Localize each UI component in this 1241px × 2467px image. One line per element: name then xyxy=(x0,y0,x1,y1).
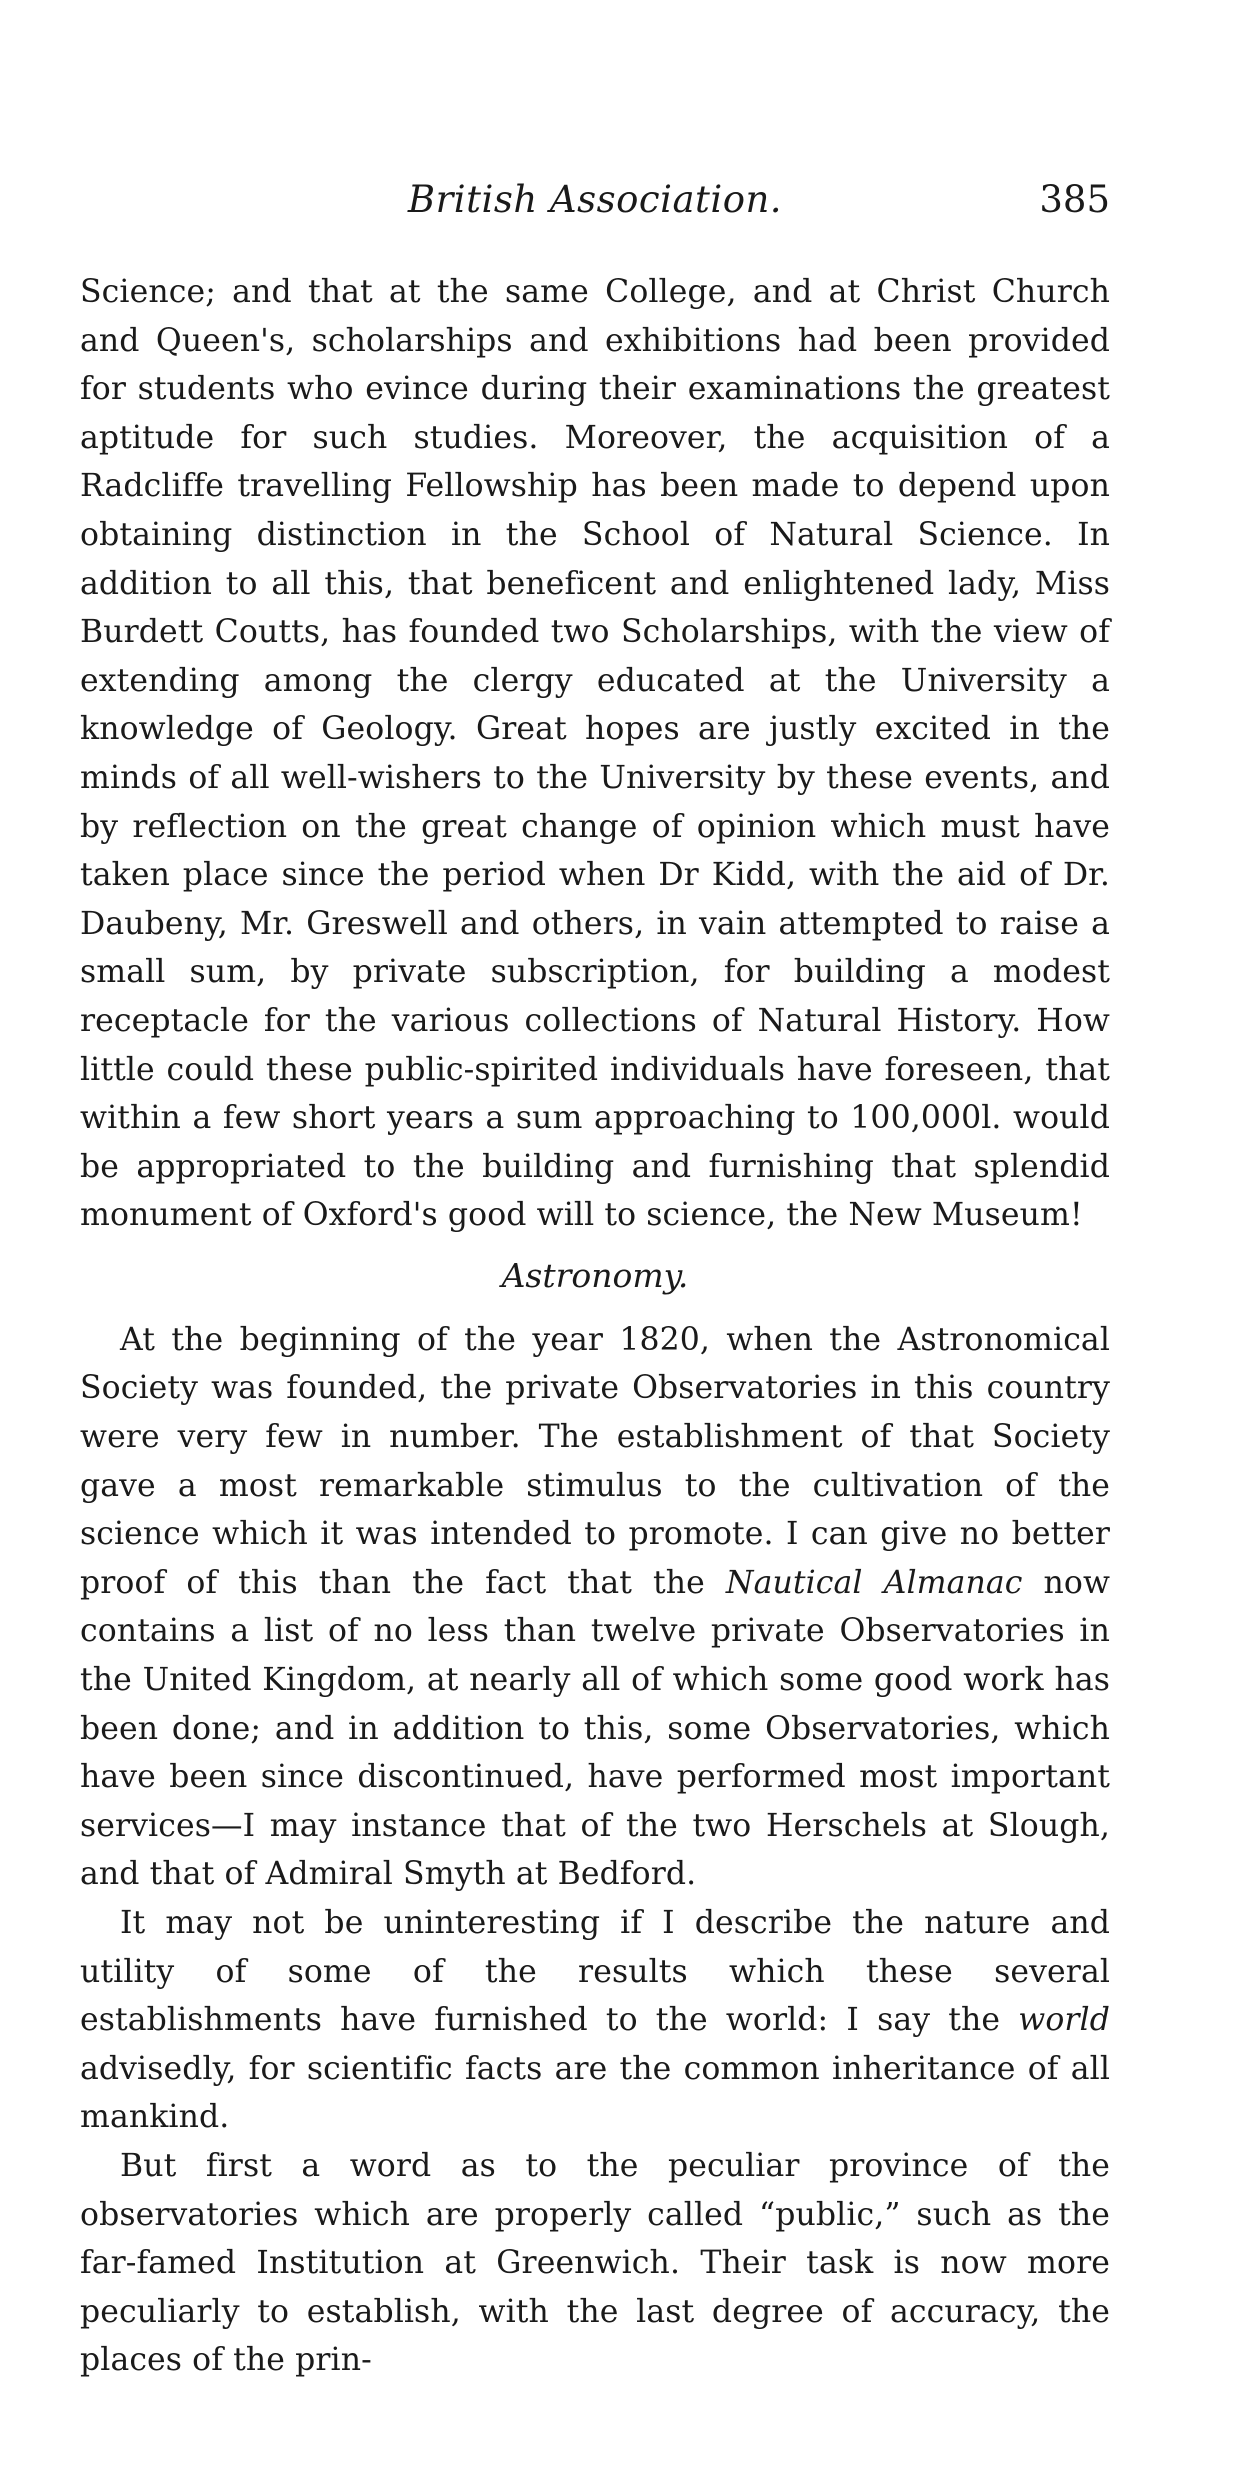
paragraph-results-text-2: advisedly, for scientific facts are the common inheritance of all mankind. xyxy=(80,2050,1110,2136)
paragraph-observatories-text-1: At the beginning of the year 1820, when the Astronomical Society was founded, the private Observatories in this country were very few in number. The establishment of that Society gave a most remarkable stimulus to the cultivation of the science which it was intended to promote. I can give no better proof of this than the fact that the xyxy=(80,1321,1110,1601)
page-number: 385 xyxy=(1039,178,1110,221)
paragraph-observatories-text-2: now contains a list of no less than twelve private Observatories in the United Kingdom, at nearly all of which some good work has been done; and in addition to this, some Observatories, which have been since discontinued, have performed most important services—I may instance that of the two Herschels at Slough, and that of Admiral Smyth at Bedford. xyxy=(80,1564,1111,1893)
paragraph-results xyxy=(80,1899,1110,2142)
paragraph-public-observatories-text: But first a word as to the peculiar province of the observatories which are properly called “public,” such as the far-famed Institution at Greenwich. Their task is now more peculiarly to establish, with the last degree of accuracy, the places of the prin- xyxy=(80,2147,1110,2379)
running-title: British Association. xyxy=(407,178,783,221)
section-heading-astronomy: Astronomy. xyxy=(501,1255,689,1295)
world-emphasis: world xyxy=(1018,2002,1110,2039)
nautical-almanac-title: Nautical Almanac xyxy=(725,1564,1023,1601)
book-page xyxy=(80,178,1110,2385)
body-text xyxy=(80,268,1110,2385)
paragraph-public-observatories xyxy=(80,2142,1110,2385)
page-header xyxy=(80,178,1110,248)
paragraph-science-text: Science; and that at the same College, and at Christ Church and Queen's, scholarships and exhibitions had been provided for students who evince during their examinations the greatest aptitude for such studies. Moreover, the acquisition of a Radcliffe travelling Fellowship has been made to depend upon obtaining distinction in the School of Natural Science. In addition to all this, that beneficent and enlightened lady, Miss Burdett Coutts, has founded two Scholarships, with the view of extending among the clergy educated at the University a knowledge of Geology. Great hopes are justly excited in the minds of all well-wishers to the University by these events, and by reflection on the great change of opinion which must have taken place since the period when Dr Kidd, with the aid of Dr. Daubeny, Mr. Greswell and others, in vain attempted to raise a small sum, by private subscription, for building a modest receptacle for the various collections of Natural History. How little could these public-spirited individuals have foreseen, that within a few short years a sum approaching to 100,000l. would be appropriated to the building and furnishing that splendid monument of Oxford's good will to science, the New Museum! xyxy=(80,274,1110,1234)
paragraph-science xyxy=(80,268,1110,1240)
paragraph-observatories xyxy=(80,1316,1110,1899)
paragraph-results-text-1: It may not be uninteresting if I describe the nature and utility of some of the results which these several establishments have furnished to the world: I say the xyxy=(80,1905,1110,2039)
